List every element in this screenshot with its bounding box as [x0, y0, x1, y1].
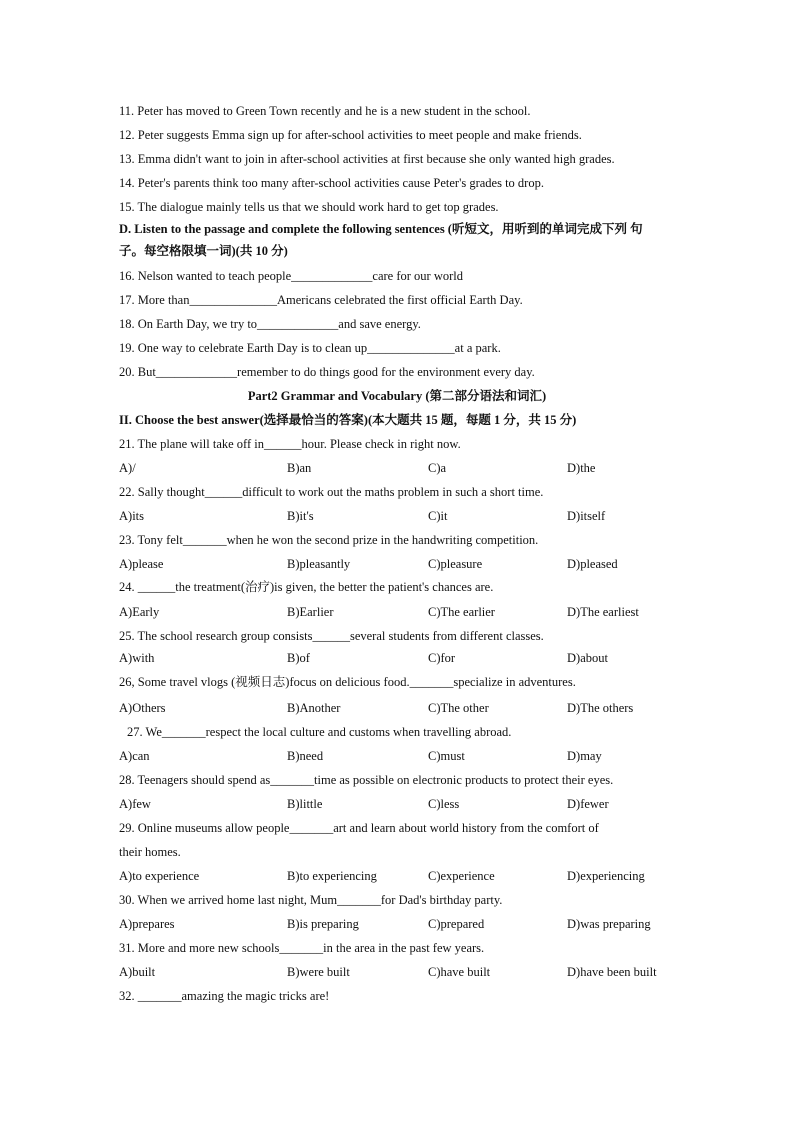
question-25: 25. The school research group consists______several students from different classes. — [119, 629, 544, 643]
question-16: 16. Nelson wanted to teach people_____________care for our world — [119, 269, 464, 283]
question-29: 29. Online museums allow people_______art and learn about world history from the comfort of — [119, 821, 599, 835]
option-c: C)prepared — [428, 917, 485, 931]
option-b: B)were built — [287, 965, 350, 979]
question-21: 21. The plane will take off in______hour. Please check in right now. — [119, 437, 461, 451]
question-31: 31. More and more new schools_______in the area in the past few years. — [119, 941, 485, 955]
option-b: B)of — [287, 651, 310, 665]
option-a: A)please — [119, 557, 164, 571]
option-a: A)/ — [119, 461, 136, 475]
option-d: D)was preparing — [567, 917, 651, 931]
option-b: B)is preparing — [287, 917, 359, 931]
option-a: A)with — [119, 651, 155, 665]
option-c: C)have built — [428, 965, 491, 979]
option-b: B)little — [287, 797, 323, 811]
section-d-heading: D. Listen to the passage and complete the following sentences (听短文，用听到的单词完成下列 句 — [119, 222, 643, 236]
option-b: B)Earlier — [287, 605, 334, 619]
option-b: B)pleasantly — [287, 557, 351, 571]
option-a: A)Others — [119, 701, 166, 715]
option-d: D)The earliest — [567, 605, 639, 619]
option-c: C)a — [428, 461, 447, 475]
option-d: D)about — [567, 651, 608, 665]
section-d-heading-cont: 子。每空格限填一词)(共 10 分) — [119, 244, 288, 258]
option-d: D)fewer — [567, 797, 609, 811]
option-c: C)must — [428, 749, 465, 763]
question-23: 23. Tony felt_______when he won the second prize in the handwriting competition. — [119, 533, 539, 547]
option-c: C)for — [428, 651, 456, 665]
question-17: 17. More than______________Americans celebrated the first official Earth Day. — [119, 293, 523, 307]
question-27: 27. We_______respect the local culture and customs when travelling abroad. — [127, 725, 512, 739]
question-19: 19. One way to celebrate Earth Day is to clean up______________at a park. — [119, 341, 501, 355]
question-29-cont: their homes. — [119, 845, 181, 859]
option-b: B)Another — [287, 701, 341, 715]
statement-15: 15. The dialogue mainly tells us that we should work hard to get top grades. — [119, 200, 499, 214]
option-a: A)to experience — [119, 869, 200, 883]
option-c: C)pleasure — [428, 557, 483, 571]
question-28: 28. Teenagers should spend as_______time as possible on electronic products to protect their eyes. — [119, 773, 614, 787]
statement-12: 12. Peter suggests Emma sign up for after-school activities to meet people and make friends. — [119, 128, 582, 142]
question-26: 26, Some travel vlogs (视频日志)focus on delicious food._______specialize in adventures. — [119, 675, 576, 689]
option-d: D)may — [567, 749, 602, 763]
option-b: B)an — [287, 461, 312, 475]
statement-11: 11. Peter has moved to Green Town recently and he is a new student in the school. — [119, 104, 531, 118]
statement-13: 13. Emma didn't want to join in after-school activities at first because she only wanted high grades. — [119, 152, 615, 166]
option-c: C)The earlier — [428, 605, 495, 619]
option-c: C)it — [428, 509, 448, 523]
part2-title: Part2 Grammar and Vocabulary (第二部分语法和词汇) — [247, 389, 547, 403]
option-a: A)few — [119, 797, 151, 811]
question-20: 20. But_____________remember to do things good for the environment every day. — [119, 365, 535, 379]
option-b: B)it's — [287, 509, 314, 523]
option-d: D)itself — [567, 509, 606, 523]
option-d: D)have been built — [567, 965, 657, 979]
option-c: C)The other — [428, 701, 489, 715]
option-a: A)can — [119, 749, 150, 763]
question-24: 24. ______the treatment(治疗)is given, the better the patient's chances are. — [119, 580, 494, 594]
option-b: B)to experiencing — [287, 869, 377, 883]
question-18: 18. On Earth Day, we try to_____________and save energy. — [119, 317, 421, 331]
option-a: A)Early — [119, 605, 160, 619]
question-22: 22. Sally thought______difficult to work out the maths problem in such a short time. — [119, 485, 544, 499]
option-b: B)need — [287, 749, 324, 763]
option-d: D)experiencing — [567, 869, 645, 883]
option-a: A)prepares — [119, 917, 175, 931]
option-d: D)the — [567, 461, 596, 475]
section-ii-heading: II. Choose the best answer(选择最恰当的答案)(本大题共 15 题，每题 1 分，共 15 分) — [119, 413, 577, 427]
option-d: D)pleased — [567, 557, 618, 571]
option-c: C)less — [428, 797, 460, 811]
option-a: A)its — [119, 509, 144, 523]
option-d: D)The others — [567, 701, 634, 715]
question-32: 32. _______amazing the magic tricks are! — [119, 989, 330, 1003]
statement-14: 14. Peter's parents think too many after-school activities cause Peter's grades to drop. — [119, 176, 544, 190]
option-a: A)built — [119, 965, 156, 979]
option-c: C)experience — [428, 869, 495, 883]
question-30: 30. When we arrived home last night, Mum_______for Dad's birthday party. — [119, 893, 503, 907]
